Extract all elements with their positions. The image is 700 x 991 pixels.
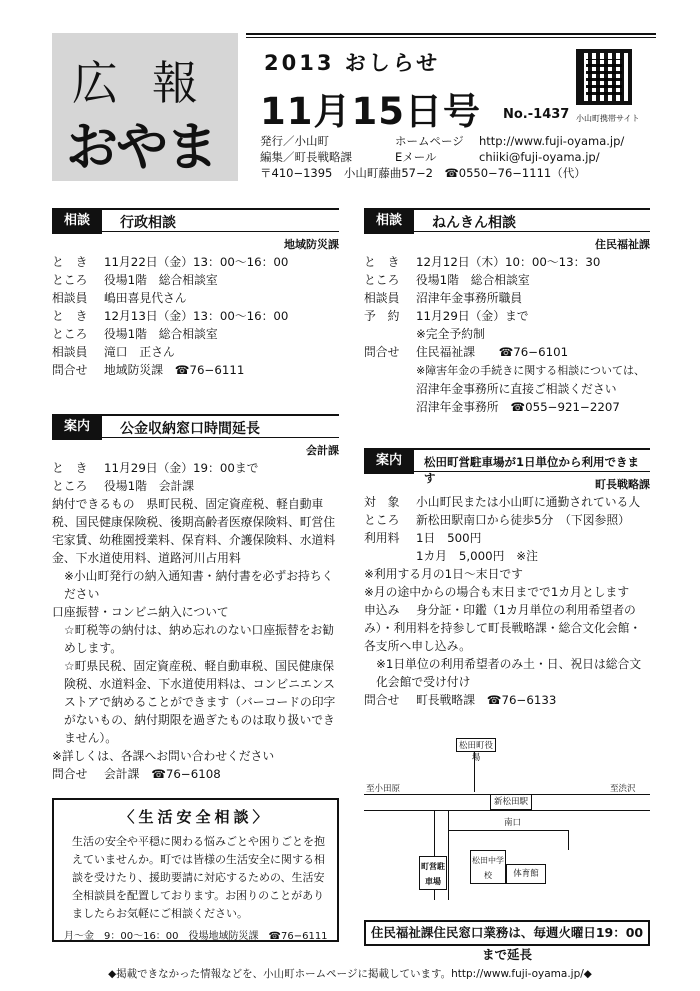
row-value: 新松田駅南口から徒歩5分 （下図参照） <box>416 513 630 527</box>
logo-title: 広報 <box>72 56 232 110</box>
section-tag: 案内 <box>364 448 414 474</box>
window-hours-banner: 住民福祉課住民窓口業務は、毎週火曜日19：00まで延長 <box>364 920 650 946</box>
row-label: 問合せ <box>52 767 88 781</box>
publisher-info <box>260 133 624 181</box>
section-title: 行政相談 <box>120 215 176 231</box>
row-value: 11月29日（金）まで <box>416 309 529 323</box>
row-value: 11月22日（金）13：00〜16：00 <box>104 255 289 269</box>
map-parking: 町営駐車場 <box>419 856 447 890</box>
map-school: 松田中学校 <box>470 850 506 884</box>
row-value: 沼津年金事務所に直接ご相談ください <box>416 382 617 396</box>
row-value: 1日 500円 <box>416 531 482 545</box>
map-to-shibusawa: 至渋沢 <box>610 784 636 794</box>
issue-date: 11月15日号 <box>260 90 481 133</box>
row-label: と き <box>52 309 88 323</box>
box-body: 生活の安全や平穏に関わる悩みごとや困りごとを抱えていませんか。町では皆様の生活安全に関する相談を受けたり、援助要請に対応するための、生活安全相談員を配置しております。お困りのことがありましたらお気軽にご相談ください。 <box>72 835 325 920</box>
payable-items: 納付できるもの 県町民税、固定資産税、軽自動車税、国民健康保険税、後期高齢者医療保険料、町営住宅家賃、幼稚園授業料、保育料、介護保険料、水道料金、下水道使用料、道路河川占用料 <box>52 497 336 565</box>
row-label: と き <box>364 255 400 269</box>
row-value: 役場1階 総合相談室 <box>104 273 218 287</box>
notice: ※月の途中からの場合も末日までで1カ月とします <box>364 585 630 599</box>
row-label: 対 象 <box>364 495 400 509</box>
row-value: 1カ月 5,000円 ※注 <box>416 549 538 563</box>
section-dept: 住民福祉課 <box>595 238 650 251</box>
row-label: と き <box>52 461 88 475</box>
box-title: 〈生活安全相談〉 <box>119 808 272 826</box>
row-label: ところ <box>52 479 88 493</box>
row-label: 相談員 <box>364 291 400 305</box>
row-value: 役場1階 総合相談室 <box>104 327 218 341</box>
page-footer: ◆掲載できなかった情報などを、小山町ホームページに掲載しています。http://www.fuji-oyama.jp/◆ <box>108 968 592 980</box>
row-label: 問合せ <box>364 693 400 707</box>
section-nenkin-consult <box>364 208 650 416</box>
section-gyosei-consult <box>52 208 339 379</box>
row-value: 会計課 ☎76−6108 <box>104 767 221 781</box>
safety-consult-box <box>52 798 339 942</box>
notice: ※小山町発行の納入通知書・納付書を必ずお持ちください <box>64 569 334 601</box>
row-label: 相談員 <box>52 291 88 305</box>
row-value: 町長戦略課 ☎76−6133 <box>416 693 557 707</box>
homepage-label: ホームページ <box>395 134 464 148</box>
row-label: 問合せ <box>52 363 88 377</box>
row-value: 沼津年金事務所職員 <box>416 291 523 305</box>
row-value: ※完全予約制 <box>416 327 485 341</box>
row-label: と き <box>52 255 88 269</box>
notice: ※詳しくは、各課へお問い合わせください <box>52 749 275 763</box>
logo-subtitle: おやま <box>66 118 217 178</box>
section-tag: 案内 <box>52 414 102 440</box>
issue-number: No.-1437 <box>503 107 570 122</box>
publisher: 発行／小山町 <box>260 134 329 148</box>
row-value: 役場1階 会計課 <box>104 479 195 493</box>
row-value: 住民福祉課 ☎76−6101 <box>416 345 569 359</box>
row-label: ところ <box>52 327 88 341</box>
masthead-info <box>246 33 656 181</box>
row-label: 予 約 <box>364 309 400 323</box>
section-tag: 相談 <box>364 208 414 234</box>
section-title: 松田町営駐車場が1日単位から利用できます <box>424 455 639 485</box>
map-gym: 体育館 <box>506 864 546 884</box>
notice: ☆町県民税、固定資産税、軽自動車税、国民健康保険税、水道料金、下水道使用料は、コンビニエンスストアで納めることができます（バーコードの印字がないもの、納付期限を過ぎたものは取り扱いできません）。 <box>64 659 336 745</box>
row-value: 身分証・印鑑（1カ月単位の利用希望者のみ）・利用料を持参して町長戦略課・総合文化会館・各支所へ申し込み。 <box>364 603 642 653</box>
section-parking <box>364 448 650 709</box>
map-south-exit: 南口 <box>504 818 522 828</box>
section-title: 公金収納窓口時間延長 <box>120 421 260 437</box>
masthead-logo <box>52 33 238 181</box>
row-value: 滝口 正さん <box>104 345 175 359</box>
section-tag: 相談 <box>52 208 102 234</box>
address: 〒410−1395 小山町藤曲57−2 ☎0550−76−1111（代） <box>260 166 586 180</box>
row-label: ところ <box>52 273 88 287</box>
map-town-hall: 松田町役場 <box>456 738 496 752</box>
divider <box>246 37 656 38</box>
row-label: ところ <box>364 513 400 527</box>
section-dept: 地域防災課 <box>284 238 339 251</box>
subheading: 口座振替・コンビニ納入について <box>52 605 229 619</box>
row-value: 役場1階 総合相談室 <box>416 273 530 287</box>
row-value: ※障害年金の手続きに関する相談については、 <box>416 364 645 377</box>
row-value: 11月29日（金）19：00まで <box>104 461 259 475</box>
box-footer: 月〜金 9：00〜16：00 役場地域防災課 ☎76−6111 <box>64 931 328 942</box>
row-value: 沼津年金事務所 ☎055−921−2207 <box>416 400 620 414</box>
section-dept: 会計課 <box>306 444 339 457</box>
map-station: 新松田駅 <box>490 794 532 810</box>
qr-code-icon[interactable] <box>576 49 632 105</box>
divider <box>246 33 656 35</box>
row-value: 嶋田喜見代さん <box>104 291 187 305</box>
qr-label: 小山町携帯サイト <box>576 114 640 123</box>
row-label: ところ <box>364 273 400 287</box>
row-label: 利用料 <box>364 531 400 545</box>
email-link[interactable]: chiiki@fuji-oyama.jp/ <box>479 150 600 164</box>
row-label: 相談員 <box>52 345 88 359</box>
section-title: ねんきん相談 <box>432 215 516 231</box>
row-value: 12月12日（木）10：00〜13：30 <box>416 255 601 269</box>
row-label: 問合せ <box>364 345 400 359</box>
homepage-link[interactable]: http://www.fuji-oyama.jp/ <box>479 134 625 148</box>
editor: 編集／町長戦略課 <box>260 150 352 164</box>
map-to-odawara: 至小田原 <box>366 784 401 794</box>
notice: ※利用する月の1日〜末日です <box>364 567 523 581</box>
issue-heading: 2013 おしらせ <box>264 51 441 75</box>
email-label: Eメール <box>395 150 437 164</box>
parking-map <box>364 730 650 910</box>
section-kokin-extension <box>52 414 339 783</box>
section-dept: 町長戦略課 <box>595 478 650 491</box>
row-label: 申込み <box>364 603 400 617</box>
notice: ※1日単位の利用希望者のみ土・日、祝日は総合文化会館で受け付け <box>376 657 642 689</box>
row-value: 小山町民または小山町に通勤されている人 <box>416 495 641 509</box>
row-value: 12月13日（金）13：00〜16：00 <box>104 309 289 323</box>
notice: ☆町税等の納付は、納め忘れのない口座振替をお勧めします。 <box>64 623 335 655</box>
row-value: 地域防災課 ☎76−6111 <box>104 363 245 377</box>
